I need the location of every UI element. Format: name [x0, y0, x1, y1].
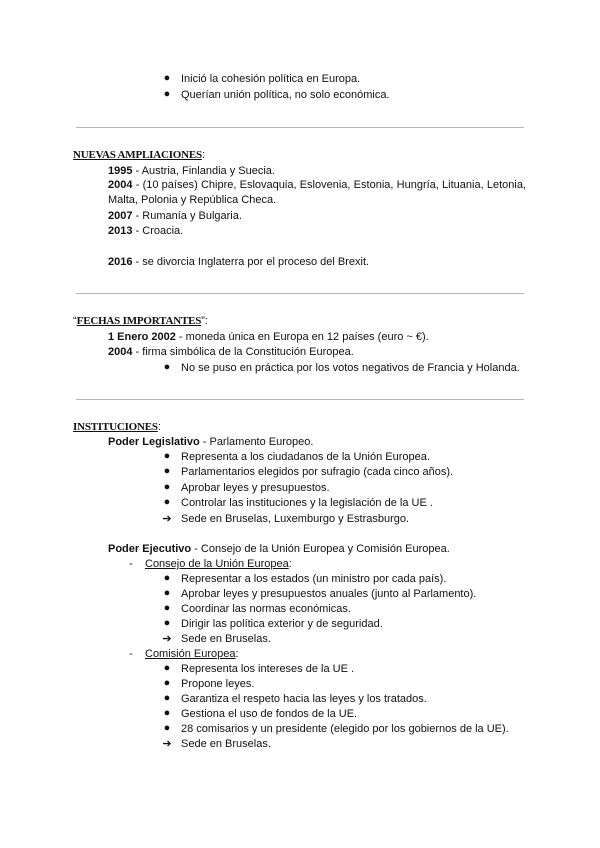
arrow-right-icon: ➔ [162, 738, 172, 750]
consejo-bullet-2: Aprobar leyes y presupuestos anuales (junto al Parlamento). [181, 588, 477, 600]
section-heading-fechas [73, 314, 208, 328]
bullet-dot-icon: ● [163, 602, 171, 614]
bullet-dot-icon: ● [163, 465, 171, 477]
legislativo-bullet-1: Representa a los ciudadanos de la Unión Europea. [181, 451, 430, 463]
heading-text: NUEVAS AMPLIACIONES [73, 149, 202, 161]
comision-colon: : [235, 648, 239, 660]
year-text: - se divorcia Inglaterra por el proceso del Brexit. [132, 256, 370, 268]
legislativo-bullet-4: Controlar las instituciones y la legislación de la UE . [181, 497, 433, 509]
comision-bullet-1: Representa los intereses de la UE . [181, 663, 355, 675]
poder-desc: - Parlamento Europeo. [199, 436, 314, 448]
legislativo-sede: Sede en Bruselas, Luxemburgo y Estrasburgo. [181, 513, 410, 525]
comision-sede: Sede en Bruselas. [181, 738, 271, 750]
fecha-2004 [108, 345, 354, 359]
bullet-dot-icon: ● [163, 496, 171, 508]
fecha-bullet: No se puso en práctica por los votos negativos de Francia y Holanda. [181, 362, 520, 374]
date-label: 2004 [108, 346, 133, 358]
dash-marker: - [129, 558, 133, 570]
ampliacion-1995 [108, 164, 275, 178]
close-quote: ”: [201, 315, 208, 327]
ampliacion-2004 [108, 178, 526, 208]
consejo-bullet-1: Representar a los estados (un ministro por cada país). [181, 573, 447, 585]
arrow-right-icon: ➔ [162, 633, 172, 645]
bullet-dot-icon: ● [163, 692, 171, 704]
comision-bullet-2: Propone leyes. [181, 678, 255, 690]
section-heading-instituciones [73, 420, 161, 434]
horizontal-rule [76, 399, 524, 400]
comision-bullet-4: Gestiona el uso de fondos de la UE. [181, 708, 358, 720]
bullet-dot-icon: ● [163, 572, 171, 584]
heading-text: FECHAS IMPORTANTES [76, 315, 202, 327]
bullet-dot-icon: ● [163, 450, 171, 462]
poder-title: Poder Legislativo [108, 436, 200, 448]
poder-legislativo [108, 435, 313, 449]
section-heading-ampliaciones [73, 148, 205, 162]
ampliacion-2016 [108, 255, 369, 269]
dash-marker: - [129, 648, 133, 660]
year-label: 2016 [108, 256, 133, 268]
legislativo-bullet-2: Parlamentarios elegidos por sufragio (cada cinco años). [181, 466, 454, 478]
consejo-title: Consejo de la Unión Europea [145, 558, 289, 570]
intro-bullet-2: Querían unión política, no solo económica. [181, 89, 390, 101]
bullet-dot-icon: ● [163, 481, 171, 493]
year-label: 2004 [108, 179, 133, 191]
poder-desc: - Consejo de la Unión Europea y Comisión Europea. [191, 543, 450, 555]
bullet-dot-icon: ● [163, 361, 171, 373]
bullet-dot-icon: ● [163, 707, 171, 719]
year-text: - Rumanía y Bulgaria. [132, 210, 242, 222]
heading-colon: : [157, 421, 161, 433]
year-text: - (10 países) Chipre, Eslovaquia, Eslovenia, Estonia, Hungría, Lituania, Letonia, Malta, Polonia y República Checa. [108, 179, 526, 206]
year-label: 2013 [108, 225, 133, 237]
heading-text: INSTITUCIONES [73, 421, 158, 433]
year-label: 1995 [108, 165, 133, 177]
ampliacion-2013 [108, 224, 183, 238]
consejo-heading [145, 557, 292, 571]
bullet-dot-icon: ● [163, 587, 171, 599]
bullet-dot-icon: ● [163, 722, 171, 734]
comision-bullet-3: Garantiza el respeto hacia las leyes y los tratados. [181, 693, 427, 705]
date-text: - firma simbólica de la Constitución Europea. [132, 346, 354, 358]
bullet-dot-icon: ● [163, 677, 171, 689]
bullet-dot-icon: ● [163, 88, 171, 100]
arrow-right-icon: ➔ [162, 513, 172, 525]
date-text: - moneda única en Europa en 12 países (euro ~ €). [175, 331, 429, 343]
bullet-dot-icon: ● [163, 662, 171, 674]
horizontal-rule [76, 293, 524, 294]
fecha-2002 [108, 330, 429, 344]
poder-title: Poder Ejecutivo [108, 543, 192, 555]
consejo-bullet-3: Coordinar las normas económicas. [181, 603, 351, 615]
comision-title: Comisión Europea [145, 648, 236, 660]
year-text: - Austria, Finlandia y Suecia. [132, 165, 275, 177]
consejo-colon: : [288, 558, 292, 570]
horizontal-rule [76, 127, 524, 128]
comision-bullet-5: 28 comisarios y un presidente (elegido por los gobiernos de la UE). [181, 723, 509, 735]
heading-colon: : [201, 149, 206, 161]
ampliacion-2007 [108, 209, 242, 223]
bullet-dot-icon: ● [163, 72, 171, 84]
year-label: 2007 [108, 210, 133, 222]
poder-ejecutivo [108, 542, 450, 556]
open-quote: “ [73, 315, 77, 327]
comision-heading [145, 647, 239, 661]
consejo-bullet-4: Dirigir las política exterior y de seguridad. [181, 618, 383, 630]
year-text: - Croacia. [132, 225, 184, 237]
bullet-dot-icon: ● [163, 617, 171, 629]
date-label: 1 Enero 2002 [108, 331, 176, 343]
legislativo-bullet-3: Aprobar leyes y presupuestos. [181, 482, 330, 494]
intro-bullet-1: Inició la cohesión política en Europa. [181, 73, 361, 85]
consejo-sede: Sede en Bruselas. [181, 633, 271, 645]
